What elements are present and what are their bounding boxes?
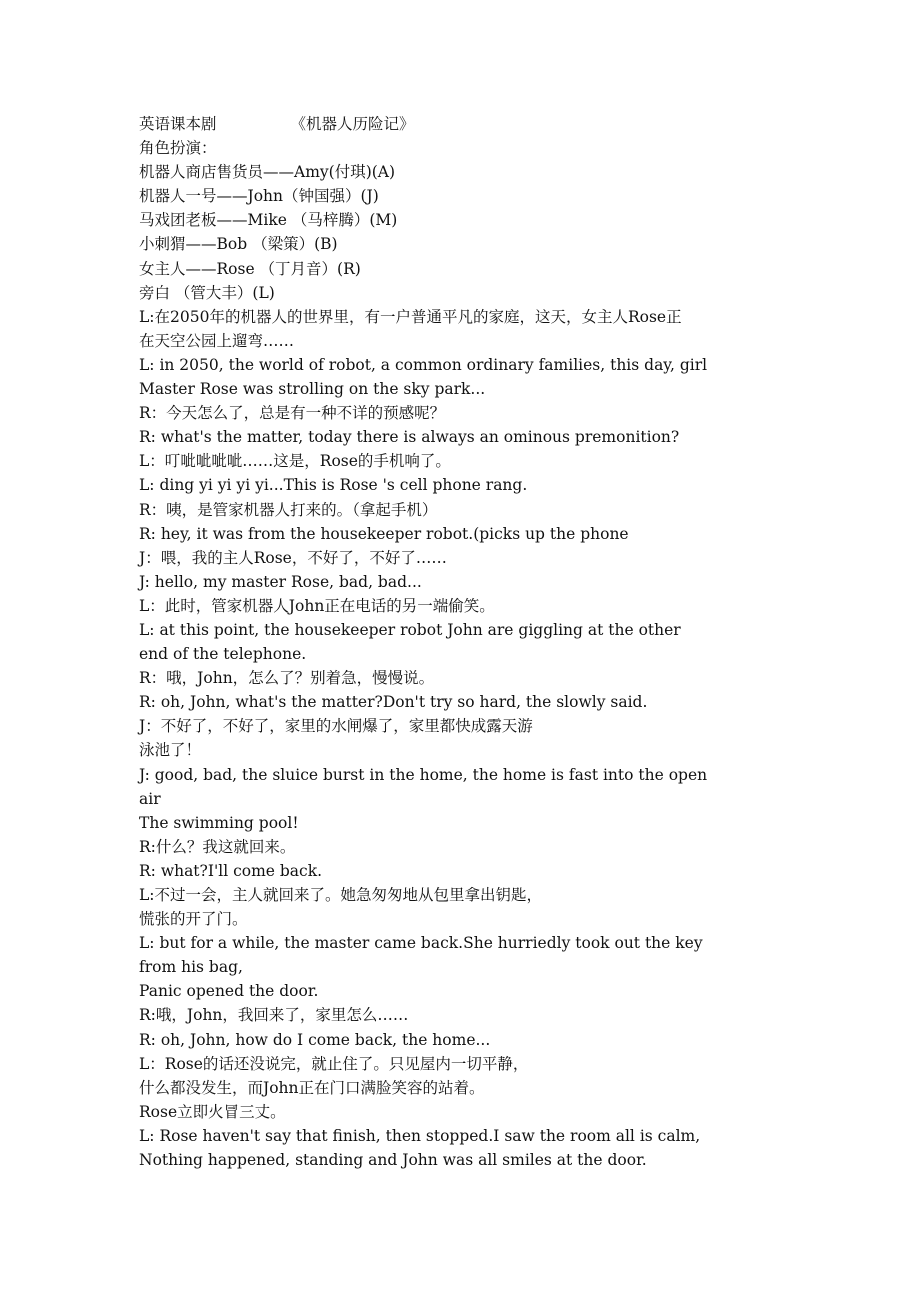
script-line: from his bag, <box>139 958 243 977</box>
script-line: R: what?I'll come back. <box>139 861 323 880</box>
script-line: 马戏团老板——Mike （马梓腾）(M) <box>139 211 398 230</box>
script-line: end of the telephone. <box>139 645 307 664</box>
script-line: L: Rose haven't say that finish, then stopped.I saw the room all is calm, <box>139 1126 701 1145</box>
script-line: J：喂，我的主人Rose，不好了，不好了…… <box>139 548 447 567</box>
script-line: Rose立即火冒三丈。 <box>139 1102 286 1121</box>
script-line: 小刺猬——Bob （梁策）(B) <box>139 235 338 254</box>
script-line: air <box>139 789 161 808</box>
script-line: 机器人一号——John（钟国强）(J) <box>139 187 379 206</box>
script-line: L: at this point, the housekeeper robot John are giggling at the other <box>139 620 681 639</box>
script-line: Panic opened the door. <box>139 982 319 1001</box>
document-title <box>139 112 789 136</box>
script-line: Master Rose was strolling on the sky park... <box>139 380 486 399</box>
script-line: R: oh, John, how do I come back, the home... <box>139 1030 491 1049</box>
title-right: 《机器人历险记》 <box>290 115 415 133</box>
title-left: 英语课本剧 <box>139 115 217 133</box>
script-line: L：Rose的话还没说完，就止住了。只见屋内一切平静， <box>139 1054 529 1073</box>
script-line: L：此时，管家机器人John正在电话的另一端偷笑。 <box>139 596 495 615</box>
script-line: R:哦，John，我回来了，家里怎么…… <box>139 1006 409 1025</box>
script-line: R: oh, John, what's the matter?Don't try so hard, the slowly said. <box>139 693 648 712</box>
script-line: The swimming pool! <box>139 813 299 832</box>
script-line: J：不好了，不好了，家里的水闸爆了，家里都快成露天游 <box>139 717 533 736</box>
script-line: J: hello, my master Rose, bad, bad... <box>139 572 422 591</box>
script-text <box>139 112 789 1172</box>
script-line: L: ding yi yi yi yi...This is Rose 's cell phone rang. <box>139 476 528 495</box>
script-line: 在天空公园上遛弯…… <box>139 331 295 350</box>
script-line: R: hey, it was from the housekeeper robot.(picks up the phone <box>139 524 629 543</box>
script-line: L:在2050年的机器人的世界里，有一户普通平凡的家庭，这天，女主人Rose正 <box>139 307 682 326</box>
script-line: Nothing happened, standing and John was all smiles at the door. <box>139 1151 647 1170</box>
script-line: 角色扮演： <box>139 139 217 158</box>
script-line: 女主人——Rose （丁月音）(R) <box>139 259 361 278</box>
script-line: L: in 2050, the world of robot, a common ordinary families, this day, girl <box>139 355 708 374</box>
script-line: R:什么？我这就回来。 <box>139 837 296 856</box>
script-line: L:不过一会，主人就回来了。她急匆匆地从包里拿出钥匙， <box>139 886 543 904</box>
script-line: L: but for a while, the master came back.She hurriedly took out the key <box>139 934 703 953</box>
script-line: 慌张的开了门。 <box>139 910 248 929</box>
script-line: R: what's the matter, today there is always an ominous premonition? <box>139 428 680 447</box>
script-line: J: good, bad, the sluice burst in the home, the home is fast into the open <box>139 765 708 784</box>
script-line: 泳池了！ <box>139 741 202 760</box>
script-lines <box>139 136 789 1172</box>
script-line: 什么都没发生，而John正在门口满脸笑容的站着。 <box>139 1078 485 1097</box>
script-line: R：咦，是管家机器人打来的。（拿起手机） <box>139 500 438 519</box>
script-line: L：叮呲呲呲呲……这是，Rose的手机响了。 <box>139 452 451 471</box>
script-line: 机器人商店售货员——Amy(付琪)(A) <box>139 163 396 182</box>
script-line: 旁白 （管大丰）(L) <box>139 283 275 302</box>
script-line: R：哦，John，怎么了？别着急，慢慢说。 <box>139 669 435 688</box>
script-line: R：今天怎么了，总是有一种不详的预感呢？ <box>139 404 446 423</box>
